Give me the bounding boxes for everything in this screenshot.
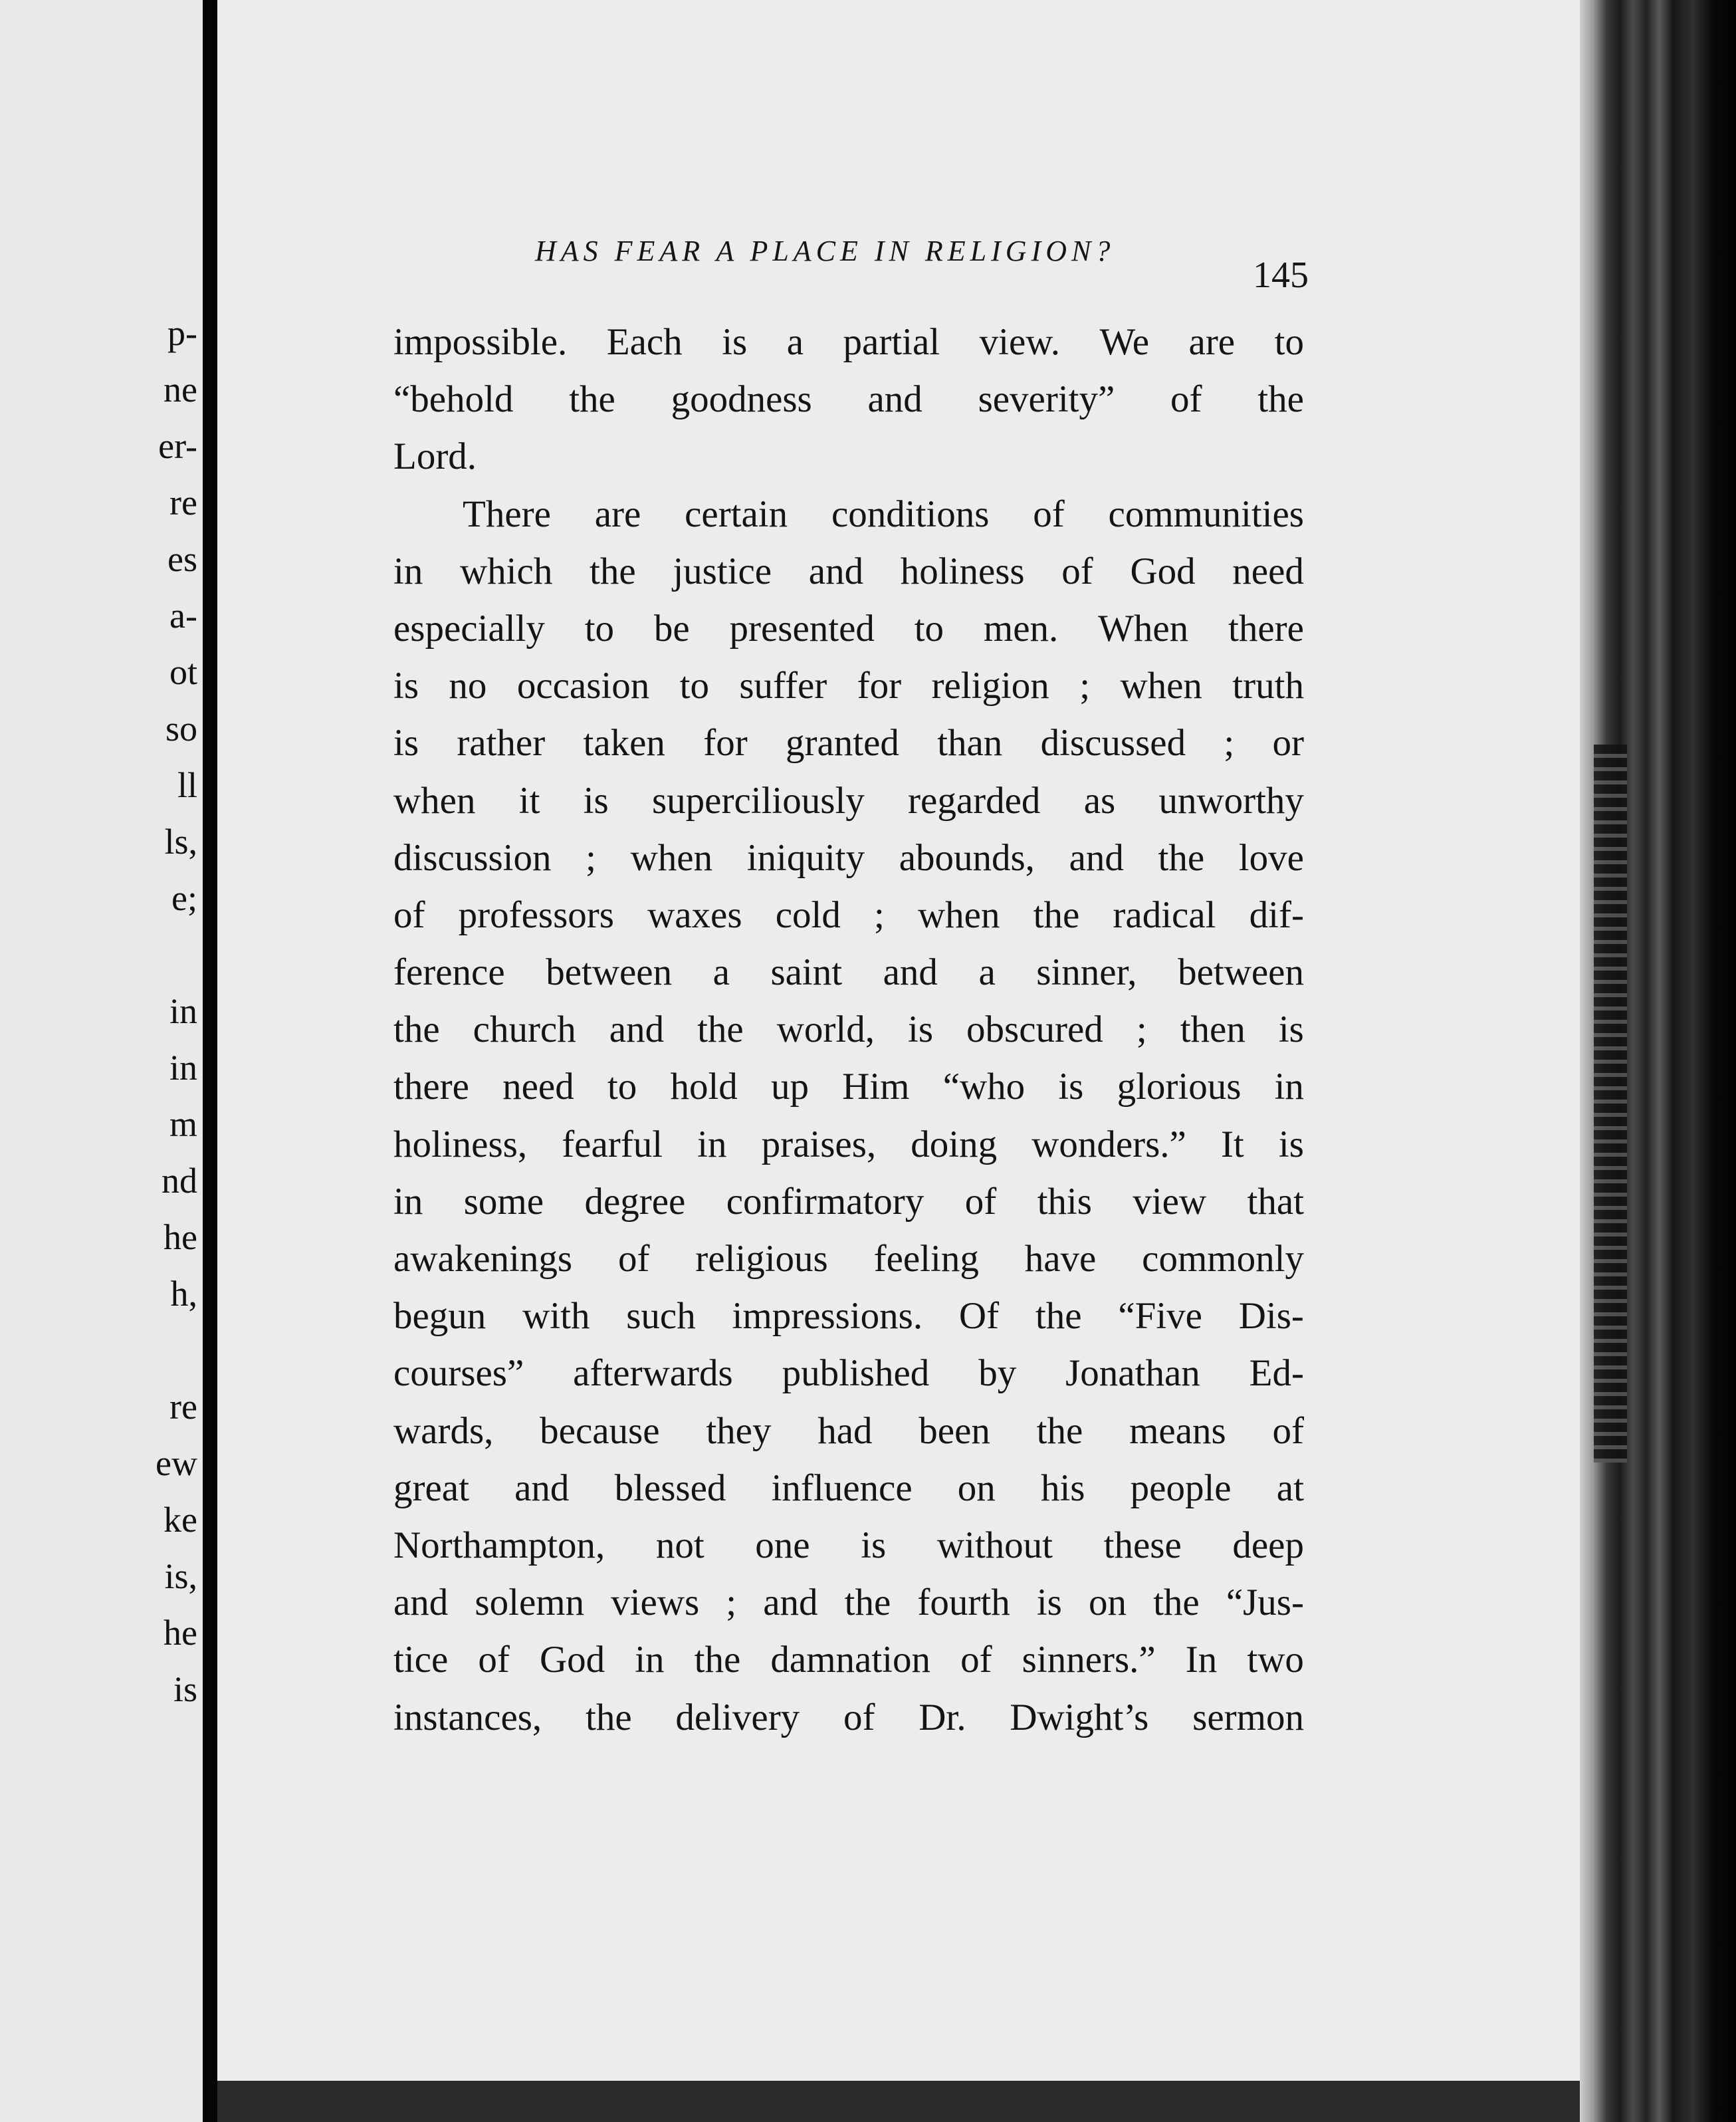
text-line: the church and the world, is obscured ; then is (393, 1008, 1304, 1051)
page-number: 145 (1253, 255, 1309, 296)
previous-page-fragment: is, (164, 1556, 197, 1596)
previous-page-fragment: nd (162, 1161, 197, 1201)
text-line: holiness, fearful in praises, doing wonders.” It is (393, 1123, 1304, 1165)
text-line: courses” afterwards published by Jonathan Ed- (393, 1352, 1304, 1395)
previous-page-fragment: in (169, 1048, 197, 1088)
page-bottom-shadow (217, 2081, 1613, 2122)
text-line: of professors waxes cold ; when the radical dif- (393, 893, 1304, 936)
previous-page-fragment: ne (163, 370, 197, 410)
previous-page-fragment: ls, (164, 822, 197, 862)
book-gutter (203, 0, 217, 2122)
previous-page-fragment: is (173, 1669, 197, 1709)
running-head: HAS FEAR A PLACE IN RELIGION? (535, 235, 1115, 267)
text-line: and solemn views ; and the fourth is on the “Jus- (393, 1582, 1304, 1624)
previous-page-fragment: re (169, 1387, 197, 1427)
previous-page-fragment: he (163, 1217, 197, 1257)
text-line: great and blessed influence on his people at (393, 1467, 1304, 1509)
text-line: awakenings of religious feeling have commonly (393, 1238, 1304, 1280)
text-line: is no occasion to suffer for religion ; when truth (393, 665, 1304, 707)
previous-page-fragment: h, (170, 1274, 197, 1314)
text-line: There are certain conditions of communities (463, 493, 1304, 535)
text-line: wards, because they had been the means of (393, 1409, 1304, 1452)
text-line: Northampton, not one is without these deep (393, 1524, 1304, 1566)
text-line: Lord. (393, 435, 477, 478)
previous-page-fragment: so (165, 709, 197, 749)
text-line: discussion ; when iniquity abounds, and the love (393, 836, 1304, 879)
previous-page-fragment: ot (169, 652, 197, 692)
previous-page-fragment: e; (171, 878, 197, 918)
previous-page (0, 0, 203, 2122)
text-line: impossible. Each is a partial view. We are to (393, 321, 1304, 363)
previous-page-fragment: ew (156, 1443, 197, 1483)
text-line: begun with such impressions. Of the “Five Dis- (393, 1295, 1304, 1338)
library-spine-label (1594, 745, 1627, 1463)
previous-page-fragment: in (169, 991, 197, 1031)
previous-page-fragment: p- (167, 313, 197, 353)
text-line: in which the justice and holiness of God need (393, 550, 1304, 592)
text-line: is rather taken for granted than discussed ; or (393, 722, 1304, 765)
previous-page-fragment: ke (163, 1500, 197, 1540)
text-line: ference between a saint and a sinner, between (393, 951, 1304, 994)
previous-page-fragment: he (163, 1613, 197, 1653)
text-line: there need to hold up Him “who is glorious in (393, 1066, 1304, 1108)
text-line: especially to be presented to men. When there (393, 607, 1304, 649)
previous-page-fragment: es (167, 539, 197, 579)
previous-page-fragment: re (169, 483, 197, 523)
previous-page-fragment: ll (177, 765, 197, 805)
text-line: instances, the delivery of Dr. Dwight’s sermon (393, 1696, 1304, 1738)
text-line: “behold the goodness and severity” of the (393, 378, 1304, 421)
previous-page-fragment: er- (158, 426, 197, 466)
text-line: when it is superciliously regarded as unworthy (393, 779, 1304, 822)
previous-page-fragment: m (169, 1104, 197, 1144)
text-line: tice of God in the damnation of sinners.” In two (393, 1639, 1304, 1681)
body-text (393, 314, 1304, 1746)
text-line: in some degree confirmatory of this view that (393, 1180, 1304, 1223)
previous-page-fragment: a- (169, 596, 197, 636)
